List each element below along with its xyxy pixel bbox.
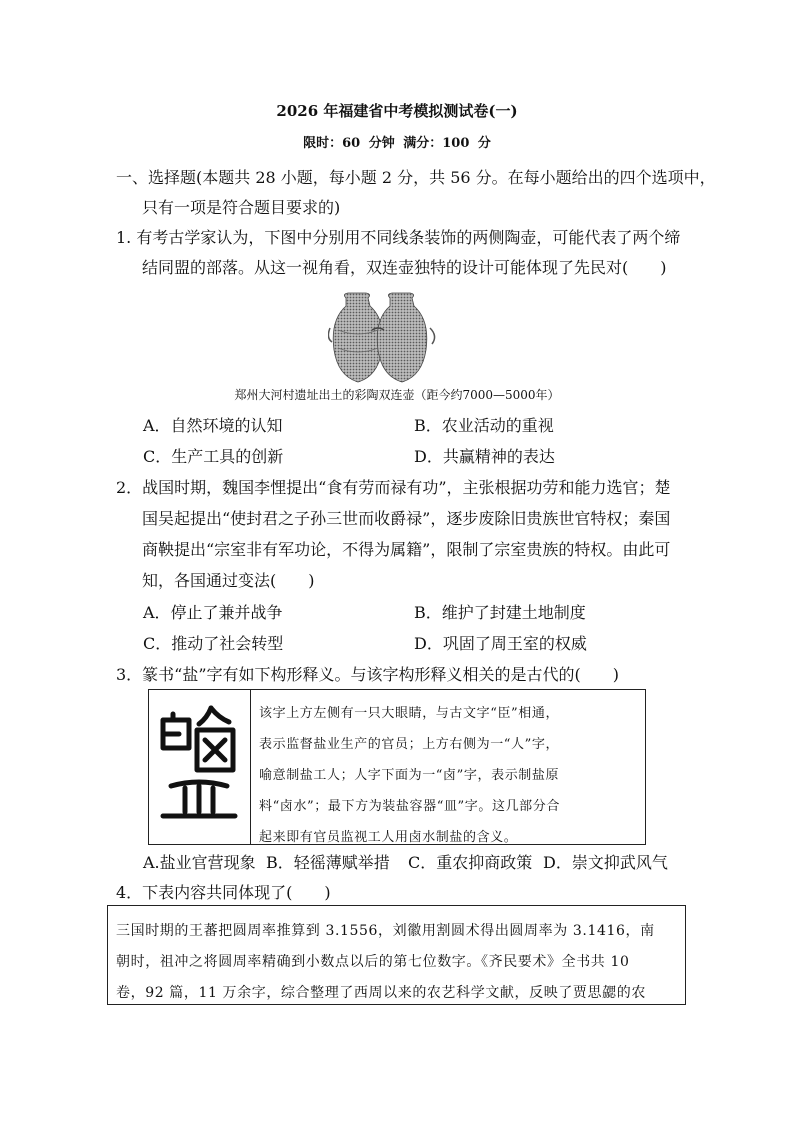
q2-option-c[interactable]: C．推动了社会转型 [143, 634, 284, 653]
q1-stem: 1. 有考古学家认为，下图中分别用不同线条装饰的两侧陶壶，可能代表了两个缔 [116, 228, 681, 247]
q3-box-line-2: 表示监督盐业生产的官员；上方右侧为一“人”字， [259, 737, 560, 752]
q2-stem-cont-1: 国吴起提出“使封君之子孙三世而收爵禄”，逐步废除旧贵族世官特权；秦国 [142, 509, 671, 528]
page-subtitle: 限时：60 分钟 满分：100 分 [303, 136, 491, 151]
q2-stem-cont-2: 商鞅提出“宗室非有军功论，不得为属籍”，限制了宗室贵族的特权。由此可 [142, 540, 671, 559]
q4-material-box [107, 905, 686, 1005]
q1-option-a[interactable]: A．自然环境的认知 [143, 416, 283, 435]
q2-option-a[interactable]: A．停止了兼并战争 [143, 603, 283, 622]
q3-box-line-1: 该字上方左侧有一只大眼睛，与古文字“臣”相通， [259, 706, 560, 721]
q4-box-line-2: 朝时，祖冲之将圆周率精确到小数点以后的第七位数字。《齐民要术》全书共 10 [116, 954, 630, 970]
q1-option-c[interactable]: C．生产工具的创新 [143, 447, 284, 466]
q4-stem: 4．下表内容共同体现了( ) [116, 883, 331, 902]
q3-option-a[interactable]: A.盐业官营现象 [143, 853, 256, 872]
q2-stem-cont-3: 知，各国通过变法( ) [142, 571, 315, 590]
q1-stem-cont: 结同盟的部落。从这一视角看，双连壶独特的设计可能体现了先民对( ) [142, 258, 667, 277]
q2-stem: 2．战国时期，魏国李悝提出“食有劳而禄有功”，主张根据功劳和能力选官；楚 [116, 478, 671, 497]
page-title: 2026 年福建省中考模拟测试卷(一) [276, 102, 518, 120]
q3-option-c[interactable]: C．重农抑商政策 [408, 853, 533, 872]
q2-option-b[interactable]: B．维护了封建土地制度 [414, 603, 586, 622]
q3-box-line-3: 喻意制盐工人；人字下面为一“卤”字，表示制盐原 [259, 768, 560, 783]
q2-option-d[interactable]: D．巩固了周王室的权威 [414, 634, 587, 653]
image-caption: 郑州大河村遗址出土的彩陶双连壶（距今约7000—5000年） [234, 388, 560, 402]
q3-option-b[interactable]: B．轻徭薄赋举措 [266, 853, 390, 872]
section-heading: 一、选择题(本题共 28 小题，每小题 2 分，共 56 分。在每小题给出的四个选项中， [116, 168, 716, 187]
q3-box-line-4: 料“卤水”；最下方为装盐容器“皿”字。这几部分合 [259, 799, 560, 814]
q3-option-d[interactable]: D．崇文抑武风气 [543, 853, 668, 872]
q4-box-line-3: 卷，92 篇，11 万余字，综合整理了西周以来的农艺科学文献，反映了贾思勰的农 [116, 985, 646, 1001]
section-heading-cont: 只有一项是符合题目要求的) [142, 198, 341, 217]
q1-option-d[interactable]: D．共赢精神的表达 [414, 447, 555, 466]
q3-box-line-5: 起来即有官员监视工人用卤水制盐的含义。 [259, 830, 518, 845]
q1-option-b[interactable]: B．农业活动的重视 [414, 416, 554, 435]
double-jar-image [328, 290, 440, 386]
q3-explanation-box [148, 689, 646, 845]
q4-box-line-1: 三国时期的王蕃把圆周率推算到 3.1556，刘徽用割圆术得出圆周率为 3.1416，南 [116, 923, 655, 939]
seal-script-character-image [149, 690, 251, 844]
q3-stem: 3．篆书“盐”字有如下构形释义。与该字构形释义相关的是古代的( ) [116, 665, 620, 684]
